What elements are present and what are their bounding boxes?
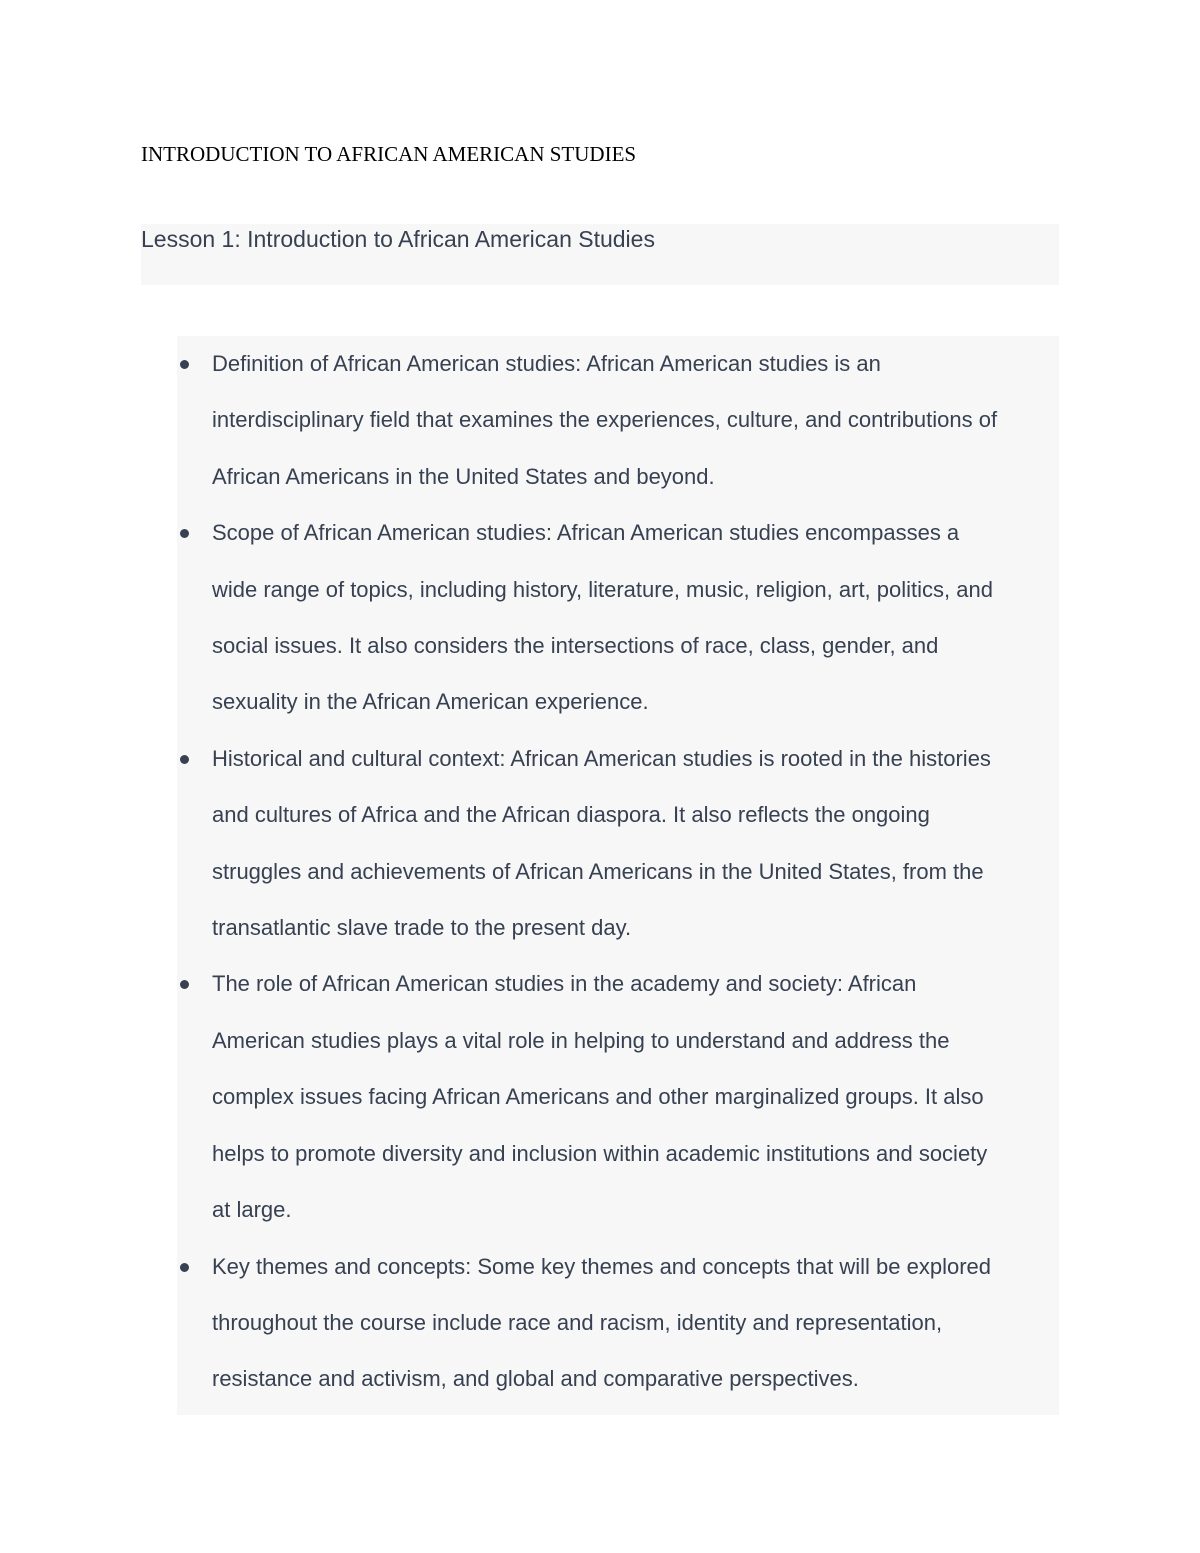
list-item-line: American studies plays a vital role in helping to understand and address the	[212, 1027, 950, 1053]
list-item-line: African Americans in the United States and beyond.	[212, 463, 715, 489]
list-item-line: helps to promote diversity and inclusion within academic institutions and society	[212, 1140, 988, 1166]
list-item-line: social issues. It also considers the intersections of race, class, gender, and	[212, 633, 939, 659]
list-item-line: wide range of topics, including history, literature, music, religion, art, politics, and	[212, 576, 993, 602]
list-item-line: struggles and achievements of African Americans in the United States, from the	[212, 858, 984, 884]
lesson-heading: Lesson 1: Introduction to African American Studies	[141, 226, 655, 252]
lesson-heading-block	[141, 224, 1059, 285]
bullet-icon	[180, 755, 189, 764]
bullet-icon	[180, 360, 189, 369]
list-item-line: interdisciplinary field that examines the experiences, culture, and contributions of	[212, 407, 998, 433]
list-item-historical-context	[177, 731, 1059, 957]
bullet-icon	[180, 980, 189, 989]
list-item-key-themes	[177, 1239, 1059, 1408]
bullet-icon	[180, 529, 189, 538]
list-item-line: complex issues facing African Americans and other marginalized groups. It also	[212, 1084, 984, 1110]
list-item-line: sexuality in the African American experience.	[212, 689, 649, 715]
list-item-line: and cultures of Africa and the African diaspora. It also reflects the ongoing	[212, 802, 930, 828]
list-item-line: at large.	[212, 1197, 292, 1223]
list-item-scope	[177, 505, 1059, 731]
list-item-line: Definition of African American studies: African American studies is an	[212, 351, 881, 376]
document-title: INTRODUCTION TO AFRICAN AMERICAN STUDIES	[141, 142, 637, 166]
list-item-line: Historical and cultural context: African American studies is rooted in the histories	[212, 745, 991, 771]
list-item-line: transatlantic slave trade to the present day.	[212, 915, 632, 941]
list-item-line: The role of African American studies in the academy and society: African	[212, 971, 917, 997]
list-item-line: throughout the course include race and racism, identity and representation,	[212, 1309, 943, 1335]
list-item-definition	[177, 336, 1059, 505]
bullet-icon	[180, 1263, 189, 1272]
list-item-line: Scope of African American studies: African American studies encompasses a	[212, 520, 960, 546]
list-item-line: Key themes and concepts: Some key themes and concepts that will be explored	[212, 1253, 991, 1279]
bullet-list-block	[177, 336, 1059, 1415]
bullet-list	[177, 336, 1059, 1408]
list-item-line: resistance and activism, and global and comparative perspectives.	[212, 1366, 859, 1392]
list-item-role	[177, 956, 1059, 1238]
